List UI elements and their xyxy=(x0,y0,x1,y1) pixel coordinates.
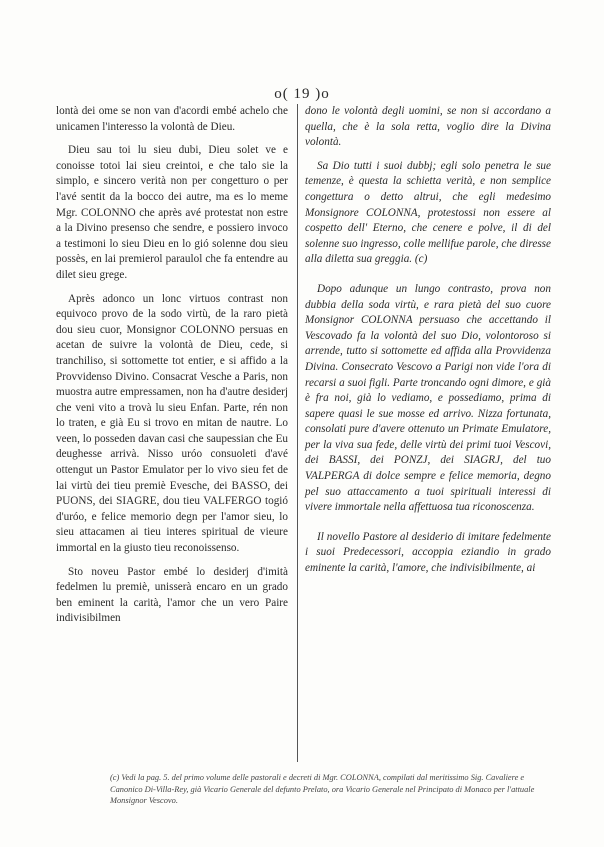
right-paragraph-1: dono le volontà degli uomini, se non si accordano a quella, che è la sola retta, voglio dire la Divina volontà. xyxy=(305,105,551,149)
page-number: o( 19 )o xyxy=(274,86,330,102)
left-column-nicard xyxy=(56,104,288,635)
footnote: (c) Vedi la pag. 5. del primo volume delle pastorali e decreti di Mgr. COLONNA, compilati dal meritissimo Sig. Cavaliere e Canonico Di-Villa-Rey, già Vicario Generale del defunto Prelato, ora Vicario Generale nel Principato di Monaco per l'attuale Monsignor Vescovo. xyxy=(110,773,535,806)
right-paragraph-4: Il novello Pastore al desiderio di imitare fedelmente i suoi Predecessori, accoppia eziandio in grado eminente la carità, l'amore, che indivisibilmente, ai xyxy=(305,530,551,575)
column-divider xyxy=(297,104,298,762)
left-paragraph-3: Après adonco un lonc virtuos contrast non equivoco provo de la sodo virtù, de la raro pietà dou sieu cuor, Monsignor COLONNO persuas en acetan de suivre la volontà de Dieu, cede, si tranchiliso, si sottomette tot entier, e si affido a la Provvidenso Divino. Consacrat Vesche a Paris, non muostra autre empressamen, non ha d'autre desiderj che veni vito a trovà lu sieu Enfan. Parte, rén non lo traten, e già Eu si trovo en mitan de nautre. Lo veen, lo posseden davan casi che saupessian che Eu deughesse arrivà. Nisso uróo consuoleti d'avé ottengut un Pastor Emulator per lo vivo sieu fet de lai virtù dei tieu premiè Evesche, dei BASSO, dei PUONS, dei SIAGRE, dou tieu VALFERGO togió d'uróo, e felice memorio degn per l'amor sieu, lo sieu attacamen ai tieu interes spiritual de vieure immortal en la giusto tieu reconoissenso. xyxy=(56,292,288,555)
left-paragraph-4: Sto noveu Pastor embé lo desiderj d'imità fedelmen lu premiè, unisserà encaro en un grado ben eminent la carità, l'amor che un vero Paire indivisibilmen xyxy=(56,565,288,625)
left-paragraph-2: Dieu sau toi lu sieu dubi, Dieu solet ve e conoisse totoi lai sieu creintoi, e che talo sie la simplo, e sincero verità non per congetturo o per l'avé sentit da la bocco dei autre, ma es lo meme Mgr. COLONNO che après avé protestat non estre a la Divino presenso che sendre, e possiero invoco a testimoni lo sieu Dieu en lo gió solenne dou sieu possès, en lai premierol paraulol che fa entendre au dilet sieu grege. xyxy=(56,144,288,281)
right-paragraph-2: Sa Dio tutti i suoi dubbj; egli solo penetra le sue temenze, è questa la schietta verità, e non semplice congettura o detto altrui, che egli medesimo Monsignore COLONNA, protestossi non essere al cospetto dell' Eterno, che cenere e polve, il di del solenne suo ingresso, colle mellifue parole, che diresse alla diletta sua greggia. (c) xyxy=(305,159,551,266)
left-paragraph-1: lontà dei ome se non van d'acordi embé achelo che unicamen l'interesso la volontà de Dieu. xyxy=(56,105,288,133)
right-column-italian xyxy=(305,104,551,585)
right-paragraph-3: Dopo adunque un lungo contrasto, prova non dubbia della soda virtù, e rara pietà del suo cuore Monsignor COLONNA persuaso che accettando il Vescovado fa la volontà del suo Dio, volontoroso si arrende, tutto si sottomette ed affida alla Provvidenza Divina. Consecrato Vescovo a Parigi non vide l'ora di recarsi a suoi figli. Parte troncando ogni dimore, e già è fra noi, già lo vediamo, e possediamo, prima di sapere quasi le sue mosse ed arrivo. Nizza fortunata, consolati pure d'avere ottenuto un Primate Emulatore, per la viva sua fede, delle virtù dei primi tuoi Vescovi, dei BASSI, dei PONZJ, dei SIAGRJ, del tuo VALPERGA di dolce sempre e felice memoria, degno pel suo attaccamento a tuoi spirituali interessi di vivere immortale nella affettuosa tua riconoscenza. xyxy=(305,282,551,514)
